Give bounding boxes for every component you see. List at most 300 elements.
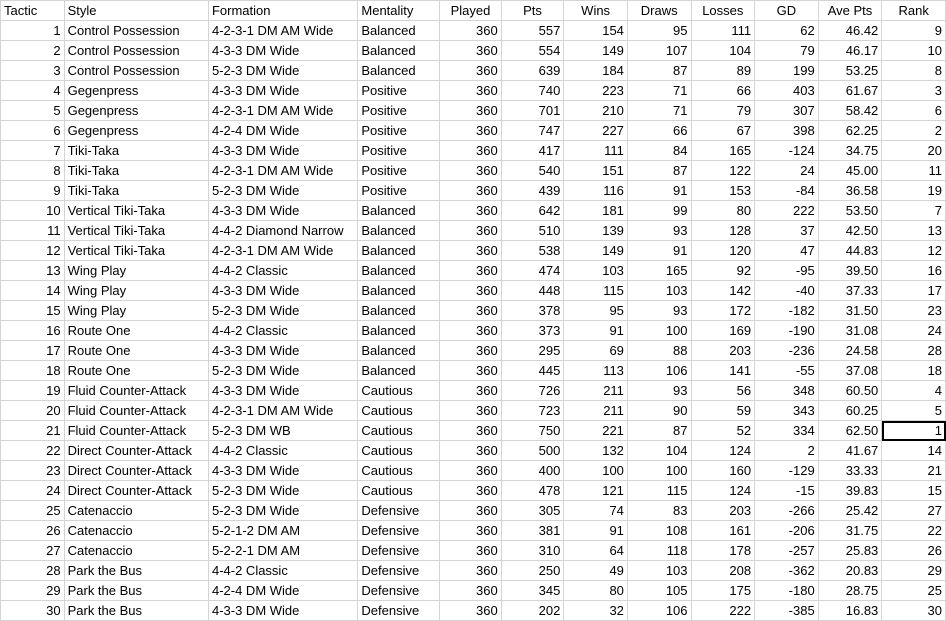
- cell-losses[interactable]: 80: [691, 201, 755, 221]
- cell-pts[interactable]: 373: [501, 321, 564, 341]
- cell-mentality[interactable]: Positive: [358, 81, 440, 101]
- cell-draws[interactable]: 93: [627, 381, 691, 401]
- cell-formation[interactable]: 5-2-3 DM Wide: [208, 481, 357, 501]
- cell-tactic[interactable]: 17: [1, 341, 65, 361]
- cell-draws[interactable]: 100: [627, 461, 691, 481]
- cell-ave-pts[interactable]: 37.08: [818, 361, 882, 381]
- cell-draws[interactable]: 66: [627, 121, 691, 141]
- cell-mentality[interactable]: Cautious: [358, 401, 440, 421]
- cell-formation[interactable]: 4-3-3 DM Wide: [208, 601, 357, 621]
- cell-wins[interactable]: 49: [564, 561, 628, 581]
- cell-tactic[interactable]: 4: [1, 81, 65, 101]
- cell-played[interactable]: 360: [440, 401, 502, 421]
- cell-losses[interactable]: 67: [691, 121, 755, 141]
- cell-mentality[interactable]: Cautious: [358, 461, 440, 481]
- cell-ave-pts[interactable]: 39.50: [818, 261, 882, 281]
- cell-gd[interactable]: -206: [755, 521, 819, 541]
- cell-wins[interactable]: 91: [564, 521, 628, 541]
- cell-style[interactable]: Tiki-Taka: [64, 181, 208, 201]
- cell-played[interactable]: 360: [440, 541, 502, 561]
- cell-gd[interactable]: -129: [755, 461, 819, 481]
- cell-losses[interactable]: 52: [691, 421, 755, 441]
- cell-pts[interactable]: 726: [501, 381, 564, 401]
- cell-pts[interactable]: 478: [501, 481, 564, 501]
- cell-pts[interactable]: 740: [501, 81, 564, 101]
- cell-gd[interactable]: 199: [755, 61, 819, 81]
- cell-ave-pts[interactable]: 45.00: [818, 161, 882, 181]
- cell-draws[interactable]: 88: [627, 341, 691, 361]
- cell-rank[interactable]: 25: [882, 581, 946, 601]
- cell-pts[interactable]: 400: [501, 461, 564, 481]
- cell-formation[interactable]: 5-2-3 DM Wide: [208, 501, 357, 521]
- cell-rank[interactable]: 11: [882, 161, 946, 181]
- cell-mentality[interactable]: Balanced: [358, 301, 440, 321]
- cell-tactic[interactable]: 18: [1, 361, 65, 381]
- cell-wins[interactable]: 113: [564, 361, 628, 381]
- cell-pts[interactable]: 345: [501, 581, 564, 601]
- cell-tactic[interactable]: 6: [1, 121, 65, 141]
- cell-played[interactable]: 360: [440, 41, 502, 61]
- cell-gd[interactable]: -124: [755, 141, 819, 161]
- cell-rank[interactable]: 26: [882, 541, 946, 561]
- cell-draws[interactable]: 87: [627, 421, 691, 441]
- cell-tactic[interactable]: 10: [1, 201, 65, 221]
- cell-draws[interactable]: 108: [627, 521, 691, 541]
- cell-tactic[interactable]: 7: [1, 141, 65, 161]
- cell-ave-pts[interactable]: 31.08: [818, 321, 882, 341]
- cell-tactic[interactable]: 14: [1, 281, 65, 301]
- cell-formation[interactable]: 5-2-3 DM Wide: [208, 61, 357, 81]
- cell-ave-pts[interactable]: 60.50: [818, 381, 882, 401]
- cell-gd[interactable]: 47: [755, 241, 819, 261]
- cell-rank[interactable]: 13: [882, 221, 946, 241]
- cell-style[interactable]: Gegenpress: [64, 121, 208, 141]
- cell-mentality[interactable]: Balanced: [358, 361, 440, 381]
- cell-played[interactable]: 360: [440, 481, 502, 501]
- cell-tactic[interactable]: 16: [1, 321, 65, 341]
- cell-rank[interactable]: 20: [882, 141, 946, 161]
- cell-mentality[interactable]: Defensive: [358, 581, 440, 601]
- cell-losses[interactable]: 66: [691, 81, 755, 101]
- cell-wins[interactable]: 74: [564, 501, 628, 521]
- cell-style[interactable]: Catenaccio: [64, 521, 208, 541]
- cell-formation[interactable]: 4-2-3-1 DM AM Wide: [208, 21, 357, 41]
- cell-rank[interactable]: 18: [882, 361, 946, 381]
- cell-losses[interactable]: 169: [691, 321, 755, 341]
- header-gd[interactable]: GD: [755, 1, 819, 21]
- cell-pts[interactable]: 500: [501, 441, 564, 461]
- cell-wins[interactable]: 154: [564, 21, 628, 41]
- cell-mentality[interactable]: Cautious: [358, 441, 440, 461]
- cell-gd[interactable]: 24: [755, 161, 819, 181]
- cell-style[interactable]: Control Possession: [64, 41, 208, 61]
- cell-mentality[interactable]: Balanced: [358, 241, 440, 261]
- cell-wins[interactable]: 139: [564, 221, 628, 241]
- cell-rank[interactable]: 3: [882, 81, 946, 101]
- cell-ave-pts[interactable]: 60.25: [818, 401, 882, 421]
- cell-wins[interactable]: 227: [564, 121, 628, 141]
- cell-pts[interactable]: 554: [501, 41, 564, 61]
- cell-rank[interactable]: 5: [882, 401, 946, 421]
- cell-style[interactable]: Vertical Tiki-Taka: [64, 241, 208, 261]
- cell-formation[interactable]: 4-3-3 DM Wide: [208, 281, 357, 301]
- cell-style[interactable]: Direct Counter-Attack: [64, 481, 208, 501]
- header-played[interactable]: Played: [440, 1, 502, 21]
- cell-ave-pts[interactable]: 62.50: [818, 421, 882, 441]
- cell-mentality[interactable]: Cautious: [358, 481, 440, 501]
- cell-draws[interactable]: 100: [627, 321, 691, 341]
- cell-style[interactable]: Park the Bus: [64, 561, 208, 581]
- cell-tactic[interactable]: 3: [1, 61, 65, 81]
- cell-pts[interactable]: 747: [501, 121, 564, 141]
- cell-ave-pts[interactable]: 41.67: [818, 441, 882, 461]
- cell-rank[interactable]: 8: [882, 61, 946, 81]
- cell-gd[interactable]: 398: [755, 121, 819, 141]
- cell-draws[interactable]: 90: [627, 401, 691, 421]
- cell-formation[interactable]: 4-2-3-1 DM AM Wide: [208, 161, 357, 181]
- cell-formation[interactable]: 4-4-2 Classic: [208, 321, 357, 341]
- cell-wins[interactable]: 116: [564, 181, 628, 201]
- cell-rank[interactable]: 17: [882, 281, 946, 301]
- cell-ave-pts[interactable]: 36.58: [818, 181, 882, 201]
- cell-formation[interactable]: 4-3-3 DM Wide: [208, 461, 357, 481]
- cell-tactic[interactable]: 20: [1, 401, 65, 421]
- cell-formation[interactable]: 4-3-3 DM Wide: [208, 81, 357, 101]
- cell-wins[interactable]: 115: [564, 281, 628, 301]
- cell-style[interactable]: Fluid Counter-Attack: [64, 381, 208, 401]
- cell-wins[interactable]: 151: [564, 161, 628, 181]
- cell-formation[interactable]: 5-2-3 DM WB: [208, 421, 357, 441]
- cell-gd[interactable]: 2: [755, 441, 819, 461]
- cell-gd[interactable]: 222: [755, 201, 819, 221]
- cell-style[interactable]: Direct Counter-Attack: [64, 441, 208, 461]
- cell-mentality[interactable]: Balanced: [358, 341, 440, 361]
- cell-mentality[interactable]: Defensive: [358, 521, 440, 541]
- cell-ave-pts[interactable]: 58.42: [818, 101, 882, 121]
- cell-gd[interactable]: -257: [755, 541, 819, 561]
- cell-formation[interactable]: 4-3-3 DM Wide: [208, 381, 357, 401]
- cell-tactic[interactable]: 22: [1, 441, 65, 461]
- cell-formation[interactable]: 4-4-2 Diamond Narrow: [208, 221, 357, 241]
- cell-losses[interactable]: 56: [691, 381, 755, 401]
- cell-losses[interactable]: 142: [691, 281, 755, 301]
- cell-rank[interactable]: 14: [882, 441, 946, 461]
- cell-played[interactable]: 360: [440, 81, 502, 101]
- cell-wins[interactable]: 91: [564, 321, 628, 341]
- cell-losses[interactable]: 128: [691, 221, 755, 241]
- cell-pts[interactable]: 474: [501, 261, 564, 281]
- cell-style[interactable]: Catenaccio: [64, 541, 208, 561]
- cell-losses[interactable]: 122: [691, 161, 755, 181]
- cell-wins[interactable]: 95: [564, 301, 628, 321]
- cell-draws[interactable]: 165: [627, 261, 691, 281]
- cell-tactic[interactable]: 1: [1, 21, 65, 41]
- cell-mentality[interactable]: Cautious: [358, 381, 440, 401]
- cell-pts[interactable]: 701: [501, 101, 564, 121]
- cell-pts[interactable]: 642: [501, 201, 564, 221]
- cell-draws[interactable]: 115: [627, 481, 691, 501]
- cell-mentality[interactable]: Balanced: [358, 261, 440, 281]
- cell-wins[interactable]: 111: [564, 141, 628, 161]
- cell-gd[interactable]: 348: [755, 381, 819, 401]
- cell-played[interactable]: 360: [440, 261, 502, 281]
- cell-wins[interactable]: 211: [564, 381, 628, 401]
- cell-draws[interactable]: 83: [627, 501, 691, 521]
- cell-gd[interactable]: -190: [755, 321, 819, 341]
- cell-draws[interactable]: 105: [627, 581, 691, 601]
- cell-tactic[interactable]: 23: [1, 461, 65, 481]
- cell-ave-pts[interactable]: 20.83: [818, 561, 882, 581]
- cell-wins[interactable]: 223: [564, 81, 628, 101]
- cell-wins[interactable]: 121: [564, 481, 628, 501]
- cell-ave-pts[interactable]: 28.75: [818, 581, 882, 601]
- cell-played[interactable]: 360: [440, 361, 502, 381]
- cell-wins[interactable]: 149: [564, 41, 628, 61]
- cell-mentality[interactable]: Balanced: [358, 321, 440, 341]
- cell-rank[interactable]: 1: [882, 421, 946, 441]
- cell-formation[interactable]: 5-2-1-2 DM AM: [208, 521, 357, 541]
- cell-tactic[interactable]: 12: [1, 241, 65, 261]
- cell-formation[interactable]: 5-2-3 DM Wide: [208, 301, 357, 321]
- cell-ave-pts[interactable]: 34.75: [818, 141, 882, 161]
- cell-wins[interactable]: 103: [564, 261, 628, 281]
- cell-mentality[interactable]: Balanced: [358, 201, 440, 221]
- header-draws[interactable]: Draws: [627, 1, 691, 21]
- cell-wins[interactable]: 184: [564, 61, 628, 81]
- cell-wins[interactable]: 221: [564, 421, 628, 441]
- cell-losses[interactable]: 165: [691, 141, 755, 161]
- cell-losses[interactable]: 208: [691, 561, 755, 581]
- cell-style[interactable]: Control Possession: [64, 21, 208, 41]
- cell-style[interactable]: Fluid Counter-Attack: [64, 421, 208, 441]
- cell-style[interactable]: Route One: [64, 341, 208, 361]
- cell-formation[interactable]: 5-2-2-1 DM AM: [208, 541, 357, 561]
- cell-gd[interactable]: 37: [755, 221, 819, 241]
- cell-draws[interactable]: 87: [627, 61, 691, 81]
- cell-style[interactable]: Park the Bus: [64, 601, 208, 621]
- cell-pts[interactable]: 202: [501, 601, 564, 621]
- cell-wins[interactable]: 32: [564, 601, 628, 621]
- cell-formation[interactable]: 4-3-3 DM Wide: [208, 141, 357, 161]
- cell-wins[interactable]: 149: [564, 241, 628, 261]
- cell-losses[interactable]: 203: [691, 341, 755, 361]
- cell-style[interactable]: Vertical Tiki-Taka: [64, 221, 208, 241]
- cell-formation[interactable]: 4-2-4 DM Wide: [208, 581, 357, 601]
- cell-gd[interactable]: -84: [755, 181, 819, 201]
- cell-mentality[interactable]: Balanced: [358, 21, 440, 41]
- cell-pts[interactable]: 723: [501, 401, 564, 421]
- cell-rank[interactable]: 23: [882, 301, 946, 321]
- cell-gd[interactable]: 79: [755, 41, 819, 61]
- cell-played[interactable]: 360: [440, 461, 502, 481]
- cell-played[interactable]: 360: [440, 601, 502, 621]
- cell-wins[interactable]: 211: [564, 401, 628, 421]
- cell-draws[interactable]: 71: [627, 101, 691, 121]
- cell-ave-pts[interactable]: 31.50: [818, 301, 882, 321]
- cell-pts[interactable]: 381: [501, 521, 564, 541]
- cell-pts[interactable]: 510: [501, 221, 564, 241]
- cell-gd[interactable]: -180: [755, 581, 819, 601]
- cell-pts[interactable]: 250: [501, 561, 564, 581]
- cell-rank[interactable]: 28: [882, 341, 946, 361]
- cell-rank[interactable]: 27: [882, 501, 946, 521]
- cell-tactic[interactable]: 8: [1, 161, 65, 181]
- cell-gd[interactable]: 62: [755, 21, 819, 41]
- cell-played[interactable]: 360: [440, 221, 502, 241]
- cell-losses[interactable]: 203: [691, 501, 755, 521]
- cell-ave-pts[interactable]: 44.83: [818, 241, 882, 261]
- cell-style[interactable]: Control Possession: [64, 61, 208, 81]
- cell-draws[interactable]: 118: [627, 541, 691, 561]
- cell-losses[interactable]: 175: [691, 581, 755, 601]
- cell-mentality[interactable]: Cautious: [358, 421, 440, 441]
- cell-ave-pts[interactable]: 25.83: [818, 541, 882, 561]
- cell-rank[interactable]: 6: [882, 101, 946, 121]
- cell-ave-pts[interactable]: 39.83: [818, 481, 882, 501]
- cell-formation[interactable]: 4-3-3 DM Wide: [208, 41, 357, 61]
- cell-mentality[interactable]: Balanced: [358, 41, 440, 61]
- cell-ave-pts[interactable]: 33.33: [818, 461, 882, 481]
- cell-gd[interactable]: -385: [755, 601, 819, 621]
- cell-draws[interactable]: 84: [627, 141, 691, 161]
- cell-draws[interactable]: 93: [627, 301, 691, 321]
- cell-draws[interactable]: 103: [627, 561, 691, 581]
- cell-tactic[interactable]: 15: [1, 301, 65, 321]
- cell-rank[interactable]: 16: [882, 261, 946, 281]
- cell-losses[interactable]: 178: [691, 541, 755, 561]
- cell-pts[interactable]: 305: [501, 501, 564, 521]
- cell-formation[interactable]: 4-2-3-1 DM AM Wide: [208, 401, 357, 421]
- cell-formation[interactable]: 4-3-3 DM Wide: [208, 201, 357, 221]
- cell-losses[interactable]: 79: [691, 101, 755, 121]
- cell-pts[interactable]: 445: [501, 361, 564, 381]
- cell-style[interactable]: Route One: [64, 361, 208, 381]
- cell-played[interactable]: 360: [440, 441, 502, 461]
- cell-losses[interactable]: 59: [691, 401, 755, 421]
- cell-draws[interactable]: 99: [627, 201, 691, 221]
- cell-draws[interactable]: 71: [627, 81, 691, 101]
- cell-played[interactable]: 360: [440, 341, 502, 361]
- cell-tactic[interactable]: 29: [1, 581, 65, 601]
- header-ave-pts[interactable]: Ave Pts: [818, 1, 882, 21]
- cell-losses[interactable]: 161: [691, 521, 755, 541]
- cell-draws[interactable]: 104: [627, 441, 691, 461]
- cell-mentality[interactable]: Defensive: [358, 501, 440, 521]
- cell-pts[interactable]: 378: [501, 301, 564, 321]
- cell-mentality[interactable]: Balanced: [358, 61, 440, 81]
- header-pts[interactable]: Pts: [501, 1, 564, 21]
- cell-tactic[interactable]: 21: [1, 421, 65, 441]
- header-losses[interactable]: Losses: [691, 1, 755, 21]
- cell-gd[interactable]: -40: [755, 281, 819, 301]
- cell-gd[interactable]: 403: [755, 81, 819, 101]
- cell-mentality[interactable]: Positive: [358, 181, 440, 201]
- cell-played[interactable]: 360: [440, 161, 502, 181]
- cell-mentality[interactable]: Balanced: [358, 281, 440, 301]
- cell-ave-pts[interactable]: 53.50: [818, 201, 882, 221]
- cell-ave-pts[interactable]: 46.17: [818, 41, 882, 61]
- cell-played[interactable]: 360: [440, 61, 502, 81]
- cell-formation[interactable]: 4-4-2 Classic: [208, 261, 357, 281]
- cell-wins[interactable]: 64: [564, 541, 628, 561]
- cell-gd[interactable]: 334: [755, 421, 819, 441]
- cell-rank[interactable]: 22: [882, 521, 946, 541]
- cell-pts[interactable]: 538: [501, 241, 564, 261]
- cell-played[interactable]: 360: [440, 21, 502, 41]
- cell-formation[interactable]: 4-2-3-1 DM AM Wide: [208, 101, 357, 121]
- header-formation[interactable]: Formation: [208, 1, 357, 21]
- cell-ave-pts[interactable]: 24.58: [818, 341, 882, 361]
- cell-gd[interactable]: -95: [755, 261, 819, 281]
- header-tactic[interactable]: Tactic: [1, 1, 65, 21]
- cell-mentality[interactable]: Positive: [358, 141, 440, 161]
- cell-rank[interactable]: 2: [882, 121, 946, 141]
- cell-tactic[interactable]: 13: [1, 261, 65, 281]
- cell-tactic[interactable]: 2: [1, 41, 65, 61]
- cell-pts[interactable]: 417: [501, 141, 564, 161]
- cell-draws[interactable]: 91: [627, 181, 691, 201]
- cell-ave-pts[interactable]: 25.42: [818, 501, 882, 521]
- cell-draws[interactable]: 106: [627, 601, 691, 621]
- cell-played[interactable]: 360: [440, 421, 502, 441]
- cell-gd[interactable]: -236: [755, 341, 819, 361]
- cell-losses[interactable]: 111: [691, 21, 755, 41]
- cell-pts[interactable]: 639: [501, 61, 564, 81]
- cell-style[interactable]: Wing Play: [64, 301, 208, 321]
- cell-tactic[interactable]: 30: [1, 601, 65, 621]
- cell-losses[interactable]: 124: [691, 441, 755, 461]
- cell-formation[interactable]: 4-2-3-1 DM AM Wide: [208, 241, 357, 261]
- cell-formation[interactable]: 5-2-3 DM Wide: [208, 361, 357, 381]
- cell-formation[interactable]: 4-2-4 DM Wide: [208, 121, 357, 141]
- cell-ave-pts[interactable]: 61.67: [818, 81, 882, 101]
- cell-rank[interactable]: 15: [882, 481, 946, 501]
- cell-losses[interactable]: 141: [691, 361, 755, 381]
- header-style[interactable]: Style: [64, 1, 208, 21]
- cell-played[interactable]: 360: [440, 121, 502, 141]
- cell-style[interactable]: Wing Play: [64, 261, 208, 281]
- cell-played[interactable]: 360: [440, 381, 502, 401]
- cell-formation[interactable]: 5-2-3 DM Wide: [208, 181, 357, 201]
- cell-style[interactable]: Tiki-Taka: [64, 161, 208, 181]
- cell-style[interactable]: Route One: [64, 321, 208, 341]
- cell-tactic[interactable]: 28: [1, 561, 65, 581]
- cell-pts[interactable]: 540: [501, 161, 564, 181]
- header-wins[interactable]: Wins: [564, 1, 628, 21]
- cell-tactic[interactable]: 5: [1, 101, 65, 121]
- cell-style[interactable]: Tiki-Taka: [64, 141, 208, 161]
- cell-ave-pts[interactable]: 16.83: [818, 601, 882, 621]
- cell-ave-pts[interactable]: 53.25: [818, 61, 882, 81]
- cell-tactic[interactable]: 11: [1, 221, 65, 241]
- cell-draws[interactable]: 103: [627, 281, 691, 301]
- cell-draws[interactable]: 91: [627, 241, 691, 261]
- cell-draws[interactable]: 107: [627, 41, 691, 61]
- cell-losses[interactable]: 124: [691, 481, 755, 501]
- cell-mentality[interactable]: Balanced: [358, 221, 440, 241]
- cell-mentality[interactable]: Defensive: [358, 601, 440, 621]
- cell-tactic[interactable]: 19: [1, 381, 65, 401]
- cell-rank[interactable]: 10: [882, 41, 946, 61]
- cell-style[interactable]: Gegenpress: [64, 101, 208, 121]
- cell-losses[interactable]: 153: [691, 181, 755, 201]
- cell-rank[interactable]: 29: [882, 561, 946, 581]
- cell-draws[interactable]: 93: [627, 221, 691, 241]
- cell-rank[interactable]: 21: [882, 461, 946, 481]
- cell-tactic[interactable]: 9: [1, 181, 65, 201]
- header-mentality[interactable]: Mentality: [358, 1, 440, 21]
- cell-rank[interactable]: 9: [882, 21, 946, 41]
